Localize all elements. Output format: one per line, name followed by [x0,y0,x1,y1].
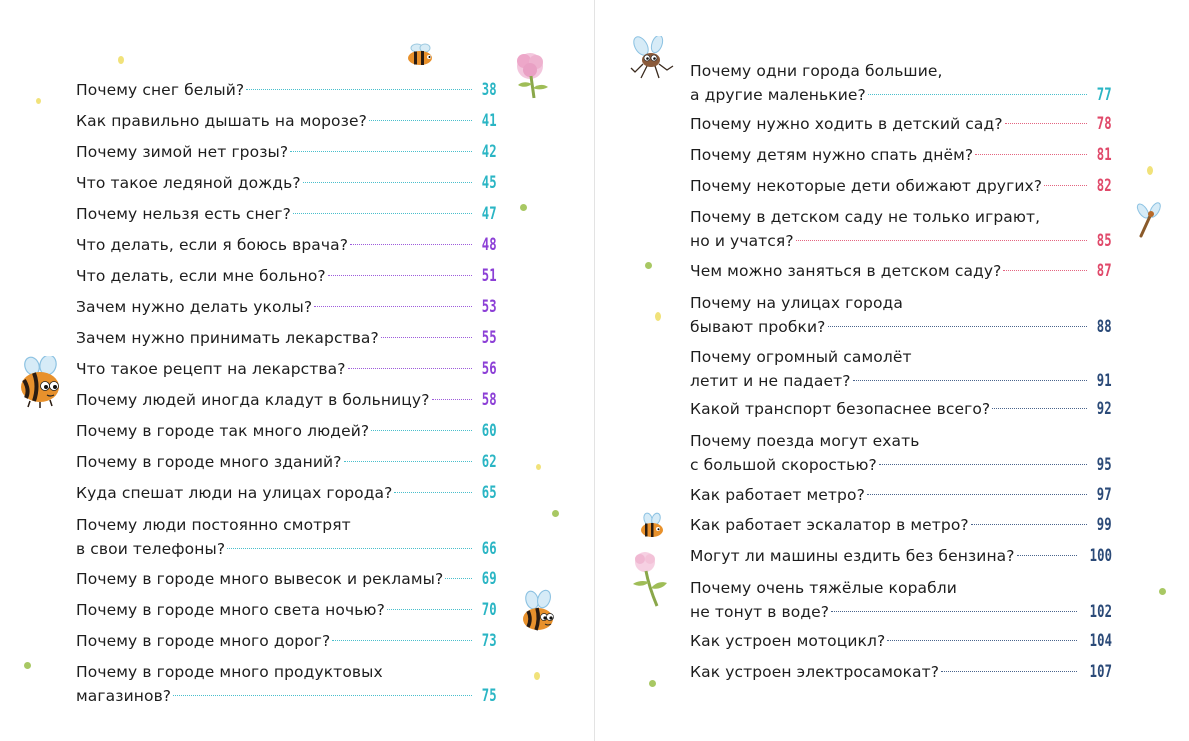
toc-leader-dots [293,213,472,214]
toc-leader-dots [831,611,1077,612]
toc-question: Что делать, если мне больно? [76,267,326,285]
toc-page-number: 104 [1089,631,1112,651]
toc-leader-dots [350,244,472,245]
toc-page-number: 41 [482,111,497,131]
toc-leader-dots [369,120,472,121]
decor-dot [655,312,661,321]
toc-leader-dots [868,94,1087,95]
toc-entry[interactable] [76,295,497,319]
decor-dot [24,662,31,669]
toc-page-number: 85 [1097,231,1112,251]
toc-question: Как устроен мотоцикл? [690,632,886,650]
toc-leader-dots [796,240,1088,241]
toc-question: в свои телефоны? [76,540,226,558]
toc-question: Почему людей иногда кладут в больницу? [76,391,430,409]
toc-page-number: 51 [482,266,497,286]
toc-entry[interactable] [76,388,497,412]
toc-page-number: 56 [482,359,497,379]
toc-leader-dots [432,399,473,400]
toc-entry[interactable] [76,78,497,102]
decor-dot [36,98,41,104]
toc-question: Какой транспорт безопаснее всего? [690,400,991,418]
toc-question: Почему на улицах города [690,294,903,312]
toc-leader-dots [371,430,472,431]
toc-entry[interactable] [76,233,497,257]
toc-entry[interactable] [690,291,1112,339]
toc-page-number: 87 [1097,261,1112,281]
toc-page-number: 65 [482,483,497,503]
toc-page-number: 88 [1097,317,1112,337]
toc-leader-dots [1044,185,1087,186]
toc-question: Почему в городе много дорог? [76,632,331,650]
toc-entry[interactable] [76,567,497,591]
toc-page-number: 70 [482,600,497,620]
toc-leader-dots [387,609,472,610]
toc-entry[interactable] [76,326,497,350]
toc-entry[interactable] [76,660,497,708]
toc-question: Чем можно заняться в детском саду? [690,262,1002,280]
mosquito-icon [627,36,677,82]
toc-question: Почему некоторые дети обижают других? [690,177,1043,195]
toc-leader-dots [290,151,472,152]
toc-question: Как работает метро? [690,486,865,504]
toc-page-number: 55 [482,328,497,348]
toc-question: Зачем нужно принимать лекарства? [76,329,379,347]
decor-dot [645,262,652,269]
toc-entry[interactable] [690,576,1112,624]
bee-icon [12,356,70,410]
toc-question: не тонут в воде? [690,603,830,621]
toc-leader-dots [887,640,1077,641]
toc-question: Как устроен электросамокат? [690,663,940,681]
dragonfly-icon [1133,202,1165,240]
toc-page-number: 45 [482,173,497,193]
toc-question: но и учатся? [690,232,794,250]
toc-entry[interactable] [690,112,1112,136]
toc-question: Почему нельзя есть снег? [76,205,291,223]
toc-entry[interactable] [76,264,497,288]
toc-leader-dots [246,89,472,90]
toc-page-number: 99 [1097,515,1112,535]
toc-page-number: 48 [482,235,497,255]
toc-question: с большой скоростью? [690,456,877,474]
toc-page-number: 60 [482,421,497,441]
toc-question: Почему в городе много продуктовых [76,663,383,681]
toc-question: летит и не падает? [690,372,851,390]
toc-leader-dots [173,695,472,696]
toc-page-number: 102 [1089,602,1112,622]
toc-leader-dots [867,494,1087,495]
decor-dot [520,204,527,211]
toc-page-number: 91 [1097,371,1112,391]
toc-leader-dots [394,492,472,493]
toc-page-number: 92 [1097,399,1112,419]
toc-question: Как правильно дышать на морозе? [76,112,367,130]
toc-leader-dots [992,408,1087,409]
toc-question: Почему снег белый? [76,81,245,99]
toc-entry[interactable] [76,598,497,622]
flower-icon [508,48,554,100]
decor-dot [649,680,656,687]
left-page [0,0,594,741]
toc-leader-dots [303,182,473,183]
toc-question: Почему в городе много зданий? [76,453,342,471]
toc-leader-dots [381,337,472,338]
toc-entry[interactable] [76,109,497,133]
right-page [595,0,1189,741]
toc-question: Почему очень тяжёлые корабли [690,579,957,597]
toc-leader-dots [1003,270,1087,271]
bee-icon [404,42,438,68]
toc-question: Почему детям нужно спать днём? [690,146,974,164]
toc-leader-dots [1017,555,1077,556]
bee-icon [516,588,560,636]
toc-page-number: 78 [1097,114,1112,134]
toc-leader-dots [445,578,472,579]
toc-page-number: 66 [482,539,497,559]
toc-entry[interactable] [690,174,1112,198]
toc-question: а другие маленькие? [690,86,866,104]
toc-entry[interactable] [690,544,1112,568]
toc-question: Куда спешат люди на улицах города? [76,484,393,502]
toc-leader-dots [332,640,472,641]
bee-icon [637,512,667,540]
toc-question: Почему люди постоянно смотрят [76,516,351,534]
toc-question: Почему в городе много света ночью? [76,601,385,619]
toc-question: Что делать, если я боюсь врача? [76,236,349,254]
toc-entry[interactable] [76,140,497,164]
toc-page-number: 77 [1097,85,1112,105]
toc-entry[interactable] [76,171,497,195]
toc-entry[interactable] [76,513,497,561]
toc-entry[interactable] [76,481,497,505]
toc-question: Почему в городе так много людей? [76,422,370,440]
flower-icon [627,550,671,610]
toc-entry[interactable] [690,143,1112,167]
decor-dot [536,464,541,470]
toc-page-number: 95 [1097,455,1112,475]
decor-dot [534,672,540,680]
toc-page-number: 42 [482,142,497,162]
toc-leader-dots [879,464,1087,465]
toc-leader-dots [344,461,473,462]
toc-entry[interactable] [76,419,497,443]
toc-question: Как работает эскалатор в метро? [690,516,969,534]
toc-page-number: 100 [1089,546,1112,566]
toc-entry[interactable] [690,59,1112,107]
toc-question: магазинов? [76,687,172,705]
toc-page-number: 47 [482,204,497,224]
toc-question: Что такое рецепт на лекарства? [76,360,346,378]
toc-page-number: 53 [482,297,497,317]
toc-entry[interactable] [690,345,1112,393]
decor-dot [552,510,559,517]
toc-question: Почему нужно ходить в детский сад? [690,115,1003,133]
toc-entry[interactable] [690,397,1112,421]
toc-leader-dots [971,524,1088,525]
toc-page-number: 107 [1089,662,1112,682]
toc-leader-dots [853,380,1088,381]
decor-dot [1159,588,1166,595]
toc-page-number: 73 [482,631,497,651]
decor-dot [1147,166,1153,175]
toc-question: Могут ли машины ездить без бензина? [690,547,1015,565]
toc-leader-dots [1005,123,1088,124]
toc-question: Почему в детском саду не только играют, [690,208,1041,226]
toc-entry[interactable] [690,429,1112,477]
decor-dot [118,56,124,64]
toc-leader-dots [828,326,1088,327]
toc-page-number: 97 [1097,485,1112,505]
toc-leader-dots [227,548,472,549]
toc-entry[interactable] [690,259,1112,283]
toc-page-number: 75 [482,686,497,706]
toc-entry[interactable] [76,450,497,474]
toc-question: Почему огромный самолёт [690,348,912,366]
toc-question: Почему зимой нет грозы? [76,143,289,161]
toc-page-number: 38 [482,80,497,100]
toc-page-number: 58 [482,390,497,410]
toc-leader-dots [941,671,1077,672]
toc-leader-dots [328,275,473,276]
toc-entry[interactable] [690,660,1112,684]
toc-entry[interactable] [76,629,497,653]
toc-page-number: 62 [482,452,497,472]
toc-question: бывают пробки? [690,318,826,336]
toc-question: Что такое ледяной дождь? [76,174,301,192]
toc-entry[interactable] [690,483,1112,507]
toc-leader-dots [975,154,1087,155]
toc-question: Зачем нужно делать уколы? [76,298,313,316]
toc-page-number: 69 [482,569,497,589]
toc-question: Почему поезда могут ехать [690,432,920,450]
toc-entry[interactable] [690,205,1112,253]
toc-entry[interactable] [76,357,497,381]
toc-entry[interactable] [76,202,497,226]
toc-page-number: 81 [1097,145,1112,165]
toc-entry[interactable] [690,629,1112,653]
toc-entry[interactable] [690,513,1112,537]
toc-leader-dots [314,306,472,307]
toc-leader-dots [348,368,473,369]
toc-page-number: 82 [1097,176,1112,196]
toc-question: Почему в городе много вывесок и рекламы? [76,570,444,588]
toc-question: Почему одни города большие, [690,62,943,80]
